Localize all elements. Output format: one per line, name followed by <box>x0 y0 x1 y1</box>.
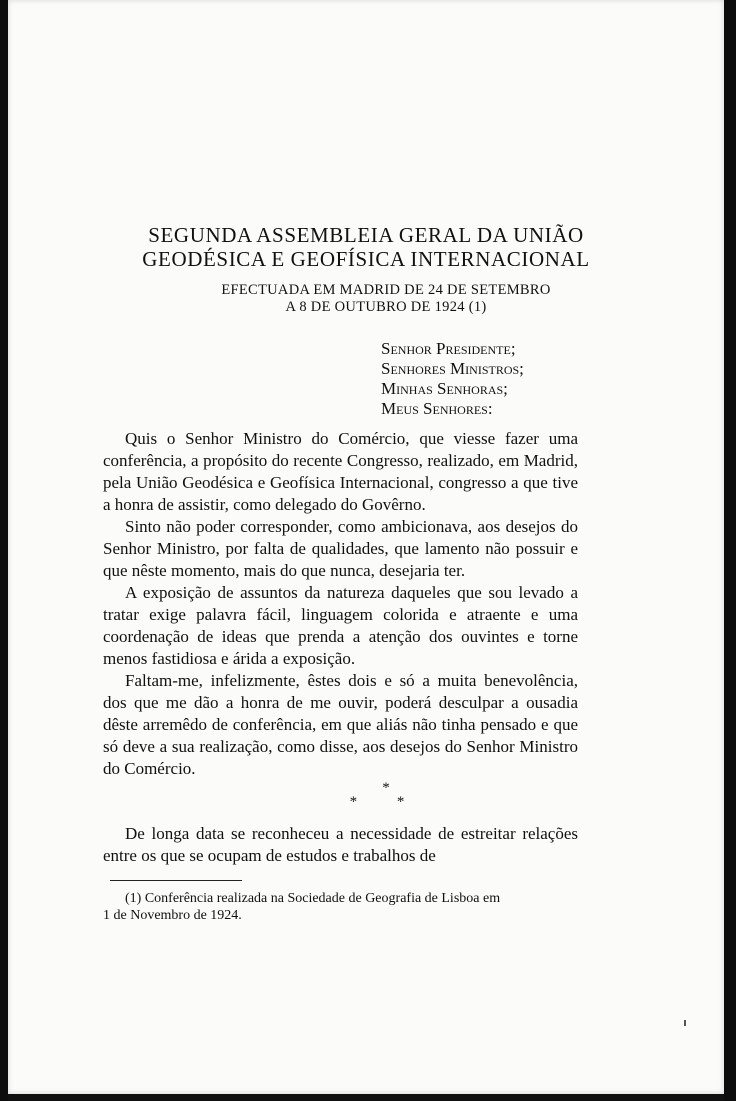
paragraph: A exposição de assuntos da natureza daqueles que sou levado a tratar exige palavra fácil, linguagem colorida e atraente e uma coordenação de ideas que prenda a atenção dos ouvintes e torne menos fastidiosa e árida a exposição. <box>103 583 578 668</box>
paragraph: Quis o Senhor Ministro do Comércio, que viesse fazer uma conferência, a propósito do recente Congresso, realizado, em Madrid, pela União Geodésica e Geofísica Internacional, congresso a que tive a honra de assistir, como delegado do Govêrno. <box>103 429 578 514</box>
salutation-block <box>381 339 524 419</box>
paragraph: Faltam-me, infelizmente, êstes dois e só a muita benevolência, dos que me dão a honra de me ouvir, poderá desculpar a ousadia dêste arremêdo de conferência, em que aliás não tinha pensado e que só deve a sua realização, como disse, aos desejos do Senhor Ministro do Comércio. <box>103 671 578 778</box>
document-page <box>8 0 724 1094</box>
title-line-2: GEODÉSICA E GEOFÍSICA INTERNACIONAL <box>142 247 590 271</box>
salutation-line: Meus Senhores: <box>381 399 493 418</box>
body-text <box>103 428 578 780</box>
salutation-line: Senhores Ministros; <box>381 359 524 378</box>
footnote-line-1: (1) Conferência realizada na Sociedade de Geografia de Lisboa em <box>125 891 501 906</box>
salutation-line: Minhas Senhoras; <box>381 379 508 398</box>
scan-border-right <box>724 0 736 1101</box>
footnote <box>103 890 578 924</box>
scan-border-left <box>0 0 8 1101</box>
subtitle-line-2: A 8 DE OUTUBRO DE 1924 (1) <box>285 299 487 315</box>
scan-mark <box>684 1020 686 1026</box>
section-separator-top: * <box>382 780 390 796</box>
body-text-continued <box>103 823 578 867</box>
subtitle-line-1: EFECTUADA EM MADRID DE 24 DE SETEMBRO <box>221 282 551 298</box>
footnote-line-2: 1 de Novembro de 1924. <box>103 908 242 923</box>
title-line-1: SEGUNDA ASSEMBLEIA GERAL DA UNIÃO <box>148 223 584 247</box>
salutation-line: Senhor Presidente; <box>381 339 516 358</box>
paragraph: Sinto não poder corresponder, como ambicionava, aos desejos do Senhor Ministro, por falta de qualidades, que lamento não possuir e que nêste momento, mais do que nunca, desejaria ter. <box>103 517 578 580</box>
section-separator-bottom: * * <box>349 794 423 810</box>
paragraph: De longa data se reconheceu a necessidade de estreitar relações entre os que se ocupam de estudos e trabalhos de <box>103 824 578 865</box>
footnote-divider <box>110 880 242 881</box>
